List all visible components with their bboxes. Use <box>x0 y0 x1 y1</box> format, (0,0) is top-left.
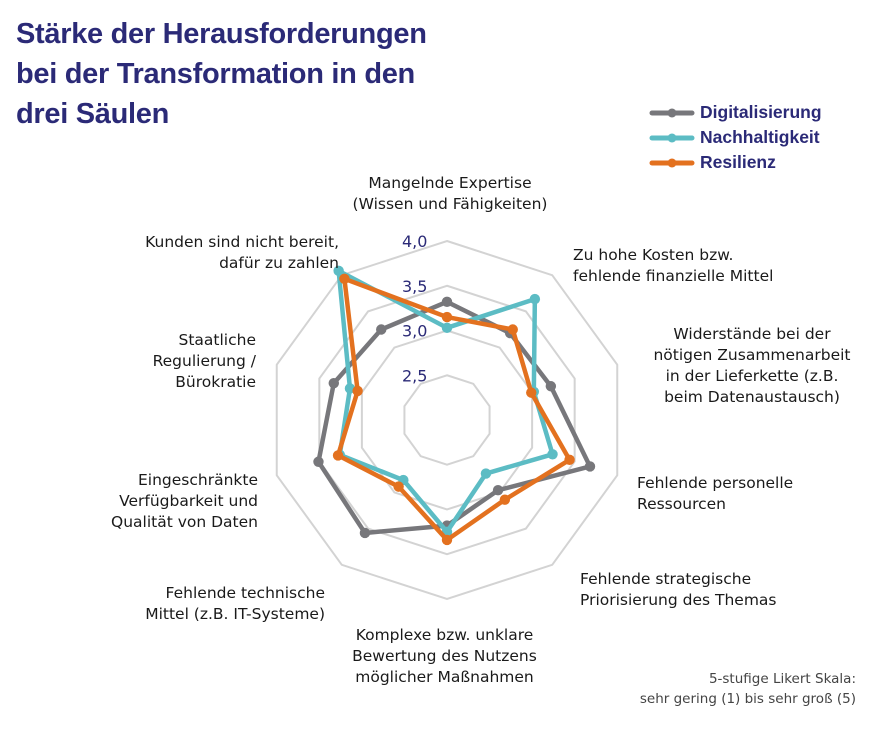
axis-label-personal: Fehlende personelle Ressourcen <box>637 474 794 513</box>
axis-label-kosten: Zu hohe Kosten bzw. fehlende finanzielle Mittel <box>573 246 774 285</box>
title-line: Stärke der Herausforderungen <box>16 18 427 50</box>
data-point <box>442 297 452 307</box>
data-point <box>329 378 339 388</box>
axis-label-regulierung: Staatliche Regulierung / Bürokratie <box>152 331 256 391</box>
data-point <box>442 312 452 322</box>
legend-label: Digitalisierung <box>700 102 822 122</box>
axis-label-daten: Eingeschränkte Verfügbarkeit und Qualität von Daten <box>111 471 258 531</box>
data-point <box>530 294 540 304</box>
data-point <box>376 324 386 334</box>
axis-label-nutzen: Komplexe bzw. unklare Bewertung des Nutzens möglicher Maßnahmen <box>352 626 537 686</box>
data-point <box>339 274 349 284</box>
axis-label-lieferkette: Widerstände bei der nötigen Zusammenarbeit in der Lieferkette (z.B. beim Datenaustausch) <box>653 325 851 406</box>
data-point <box>508 324 518 334</box>
title-line: bei der Transformation in den <box>16 58 415 90</box>
data-point <box>526 387 536 397</box>
title-line: drei Säulen <box>16 98 170 130</box>
data-point <box>585 461 595 471</box>
legend-label: Resilienz <box>700 152 776 172</box>
data-point <box>546 381 556 391</box>
tick-label: 4,0 <box>402 232 428 251</box>
data-point <box>547 449 557 459</box>
legend-label: Nachhaltigkeit <box>700 127 820 147</box>
data-point <box>313 457 323 467</box>
data-point <box>360 528 370 538</box>
data-point <box>442 323 452 333</box>
tick-label: 3,5 <box>402 276 428 296</box>
data-point <box>493 485 503 495</box>
tick-label: 2,5 <box>402 366 428 386</box>
data-point <box>333 450 343 460</box>
note-line: 5-stufige Likert Skala: <box>708 671 856 687</box>
tick-label: 3,0 <box>402 321 428 341</box>
axis-label-priorisierung: Fehlende strategische Priorisierung des Themas <box>580 570 777 609</box>
axis-label-technik: Fehlende technische Mittel (z.B. IT-Systeme) <box>145 584 325 623</box>
data-point <box>481 468 491 478</box>
series-line <box>318 302 590 533</box>
scale-note <box>640 669 856 709</box>
axis-label-kunden: Kunden sind nicht bereit, dafür zu zahlen <box>145 233 339 272</box>
data-point <box>564 455 574 465</box>
data-point <box>500 494 510 504</box>
data-point <box>352 386 362 396</box>
axis-label-expertise: Mangelnde Expertise (Wissen und Fähigkeiten) <box>352 174 548 213</box>
data-point <box>393 481 403 491</box>
data-point <box>442 535 452 545</box>
note-line: sehr gering (1) bis sehr groß (5) <box>639 691 856 707</box>
grid-ring <box>404 375 489 465</box>
